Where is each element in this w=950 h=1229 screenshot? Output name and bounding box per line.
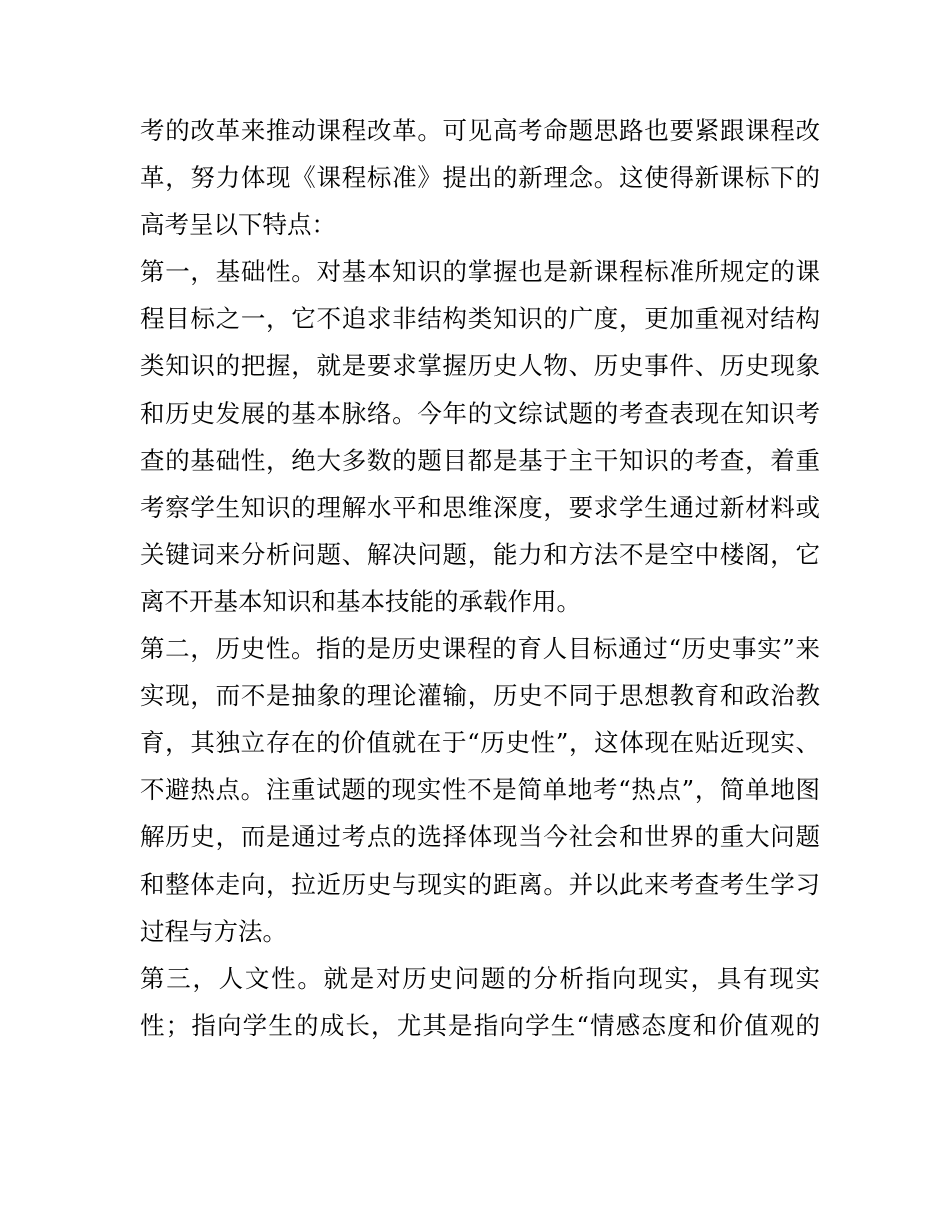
text-line: 关键词来分析问题、解决问题，能力和方法不是空中楼阁，它 — [140, 539, 820, 569]
text-line: 育，其独立存在的价值就在于“历史性”，这体现在贴近现实、 — [140, 728, 820, 758]
text-line: 和历史发展的基本脉络。今年的文综试题的考查表现在知识考 — [140, 398, 820, 428]
text-line: 性；指向学生的成长，尤其是指向学生“情感态度和价值观的 — [140, 1010, 820, 1040]
text-line: 解历史，而是通过考点的选择体现当今社会和世界的重大问题 — [140, 822, 820, 852]
text-line: 革，努力体现《课程标准》提出的新理念。这使得新课标下的 — [140, 163, 820, 193]
text-line: 第二，历史性。指的是历史课程的育人目标通过“历史事实”来 — [140, 634, 820, 664]
text-line: 实现，而不是抽象的理论灌输，历史不同于思想教育和政治教 — [140, 681, 820, 711]
text-line: 考的改革来推动课程改革。可见高考命题思路也要紧跟课程改 — [140, 116, 820, 145]
text-line: 考察学生知识的理解水平和思维深度，要求学生通过新材料或 — [140, 492, 820, 522]
text-line: 和整体走向，拉近历史与现实的距离。并以此来考查考生学习 — [140, 869, 820, 899]
text-line: 程目标之一，它不追求非结构类知识的广度，更加重视对结构 — [140, 304, 820, 334]
text-line: 离不开基本知识和基本技能的承载作用。 — [140, 586, 581, 616]
text-line: 过程与方法。 — [140, 916, 287, 946]
text-line: 查的基础性，绝大多数的题目都是基于主干知识的考查，着重 — [140, 445, 820, 475]
text-line: 第一，基础性。对基本知识的掌握也是新课程标准所规定的课 — [140, 257, 820, 287]
text-line: 不避热点。注重试题的现实性不是简单地考“热点”，简单地图 — [140, 775, 820, 805]
body-text — [140, 107, 820, 1049]
text-line: 类知识的把握，就是要求掌握历史人物、历史事件、历史现象 — [140, 351, 820, 381]
text-line: 第三，人文性。就是对历史问题的分析指向现实，具有现实 — [140, 963, 820, 993]
text-line: 高考呈以下特点： — [140, 210, 336, 240]
